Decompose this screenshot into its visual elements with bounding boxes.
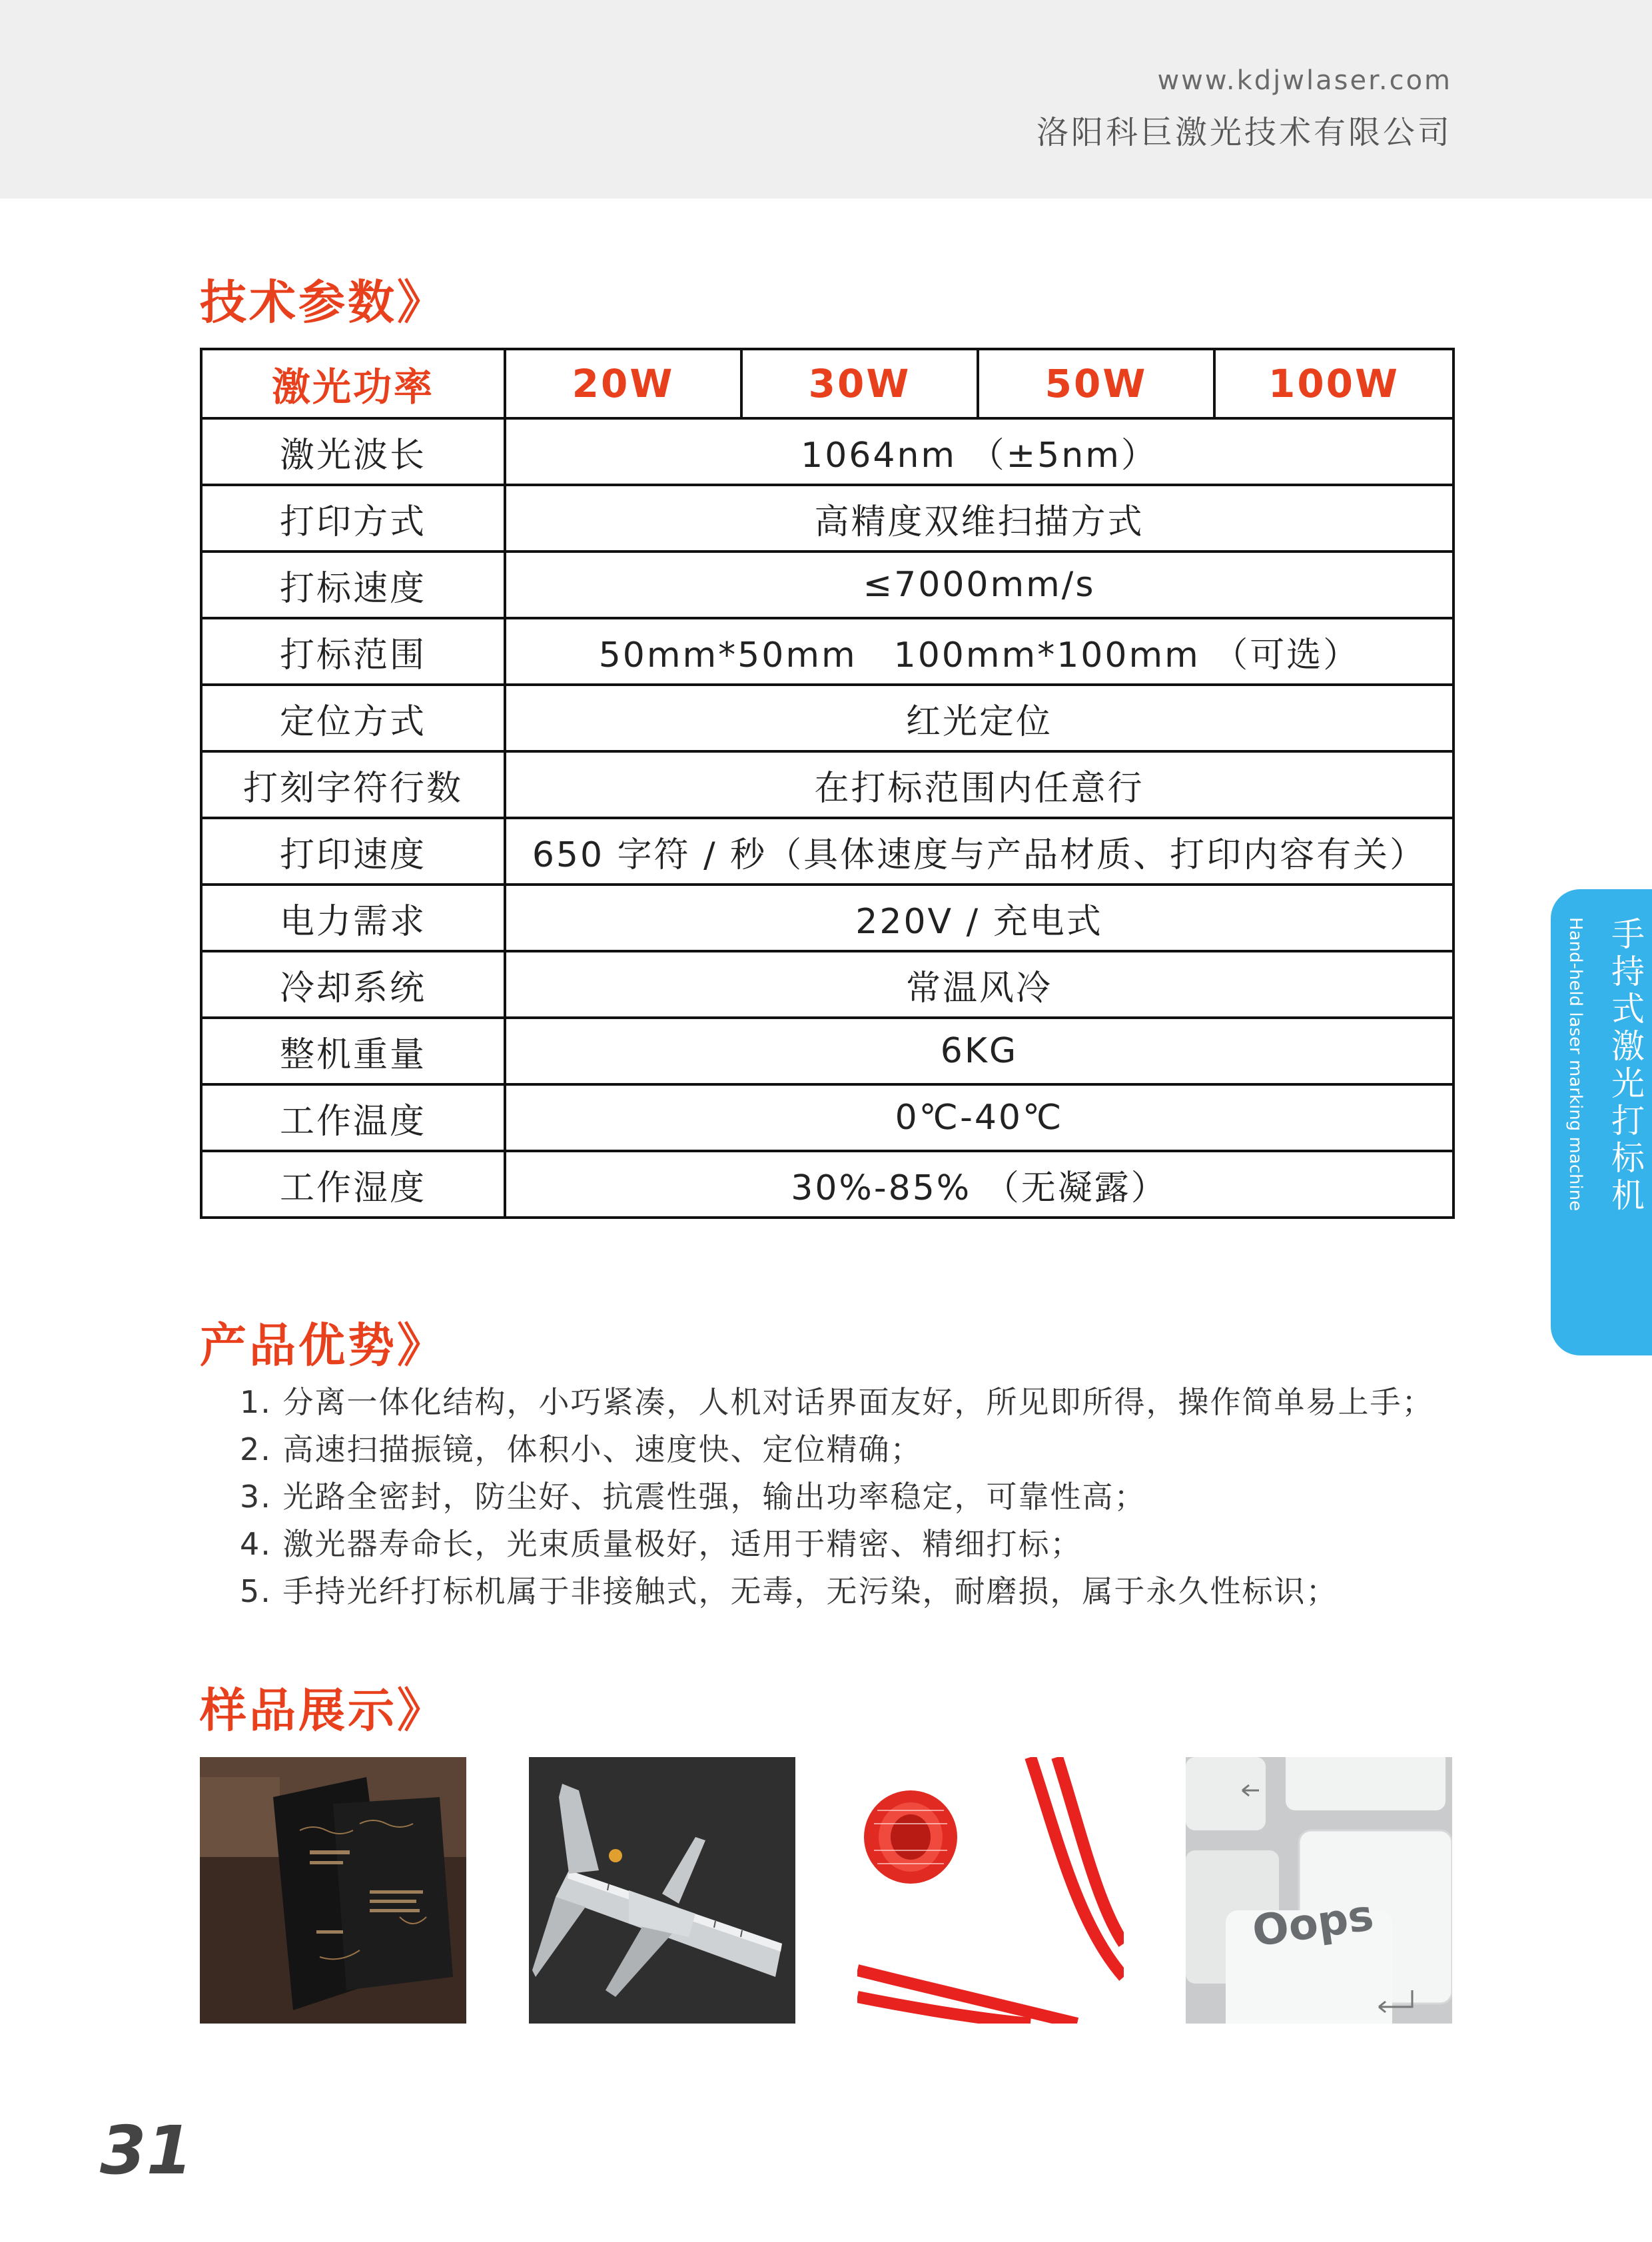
spec-label: 打标速度: [201, 552, 505, 618]
spec-label: 打标范围: [201, 618, 505, 685]
website-url: www.kdjwlaser.com: [1157, 65, 1452, 96]
spec-label: 打印速度: [201, 818, 505, 885]
spec-row: [201, 818, 1453, 885]
side-tab-subtitle: Hand-held laser marking machine: [1565, 917, 1585, 1212]
spec-label: 打印方式: [201, 485, 505, 552]
page-header: [0, 0, 1652, 198]
advantages-list: [240, 1379, 1434, 1615]
spec-header-cell: 50W: [978, 349, 1214, 418]
advantages-section-title: 产品优势》: [200, 1318, 446, 1373]
spec-value: 常温风冷: [505, 951, 1453, 1018]
spec-row: [201, 751, 1453, 818]
sample-red-cable-image: [857, 1757, 1124, 2024]
spec-label: 工作温度: [201, 1084, 505, 1151]
spec-row: [201, 1018, 1453, 1084]
keyboard-key-label: Oops: [1249, 1890, 1377, 1957]
specs-section-title: 技术参数》: [200, 275, 446, 330]
spec-value: 1064nm （±5nm）: [505, 418, 1453, 485]
spec-header-cell: 激光功率: [201, 349, 505, 418]
spec-value: 在打标范围内任意行: [505, 751, 1453, 818]
spec-row: [201, 685, 1453, 751]
advantage-item: 1. 分离一体化结构，小巧紧凑，人机对话界面友好，所见即所得，操作简单易上手；: [240, 1384, 1434, 1420]
advantage-item: 5. 手持光纤打标机属于非接触式，无毒，无污染，耐磨损，属于永久性标识；: [240, 1573, 1338, 1609]
spec-value: 650 字符 / 秒（具体速度与产品材质、打印内容有关）: [505, 818, 1453, 885]
spec-value: 220V / 充电式: [505, 885, 1453, 951]
side-tab-title: 手持式激光打标机: [1611, 915, 1645, 1215]
spec-value: 6KG: [505, 1018, 1453, 1084]
spec-row: [201, 618, 1453, 685]
spec-row: [201, 1151, 1453, 1218]
spec-label: 激光波长: [201, 418, 505, 485]
spec-row: [201, 951, 1453, 1018]
samples-section-title: 样品展示》: [200, 1683, 446, 1738]
page-number: 31: [100, 2111, 193, 2189]
sample-business-cards-image: [200, 1757, 466, 2024]
spec-label: 打刻字符行数: [201, 751, 505, 818]
spec-label: 电力需求: [201, 885, 505, 951]
company-name: 洛阳科巨激光技术有限公司: [1036, 114, 1452, 151]
sample-keyboard-image: [1186, 1757, 1452, 2024]
spec-row: [201, 885, 1453, 951]
spec-value: 30%-85% （无凝露）: [505, 1151, 1453, 1218]
sample-caliper-image: [529, 1757, 795, 2024]
side-tab: [1551, 889, 1652, 1355]
spec-value: 高精度双维扫描方式: [505, 485, 1453, 552]
spec-label: 整机重量: [201, 1018, 505, 1084]
spec-row: [201, 485, 1453, 552]
advantage-item: 4. 激光器寿命长，光束质量极好，适用于精密、精细打标；: [240, 1526, 1082, 1562]
spec-header-cell: 30W: [741, 349, 978, 418]
spec-table-header-row: [201, 349, 1453, 418]
spec-value: 0℃-40℃: [505, 1084, 1453, 1151]
spec-table: [200, 348, 1455, 1219]
spec-value: 红光定位: [505, 685, 1453, 751]
spec-label: 定位方式: [201, 685, 505, 751]
spec-label: 工作湿度: [201, 1151, 505, 1218]
advantage-item: 3. 光路全密封，防尘好、抗震性强，输出功率稳定，可靠性高；: [240, 1479, 1146, 1515]
spec-row: [201, 1084, 1453, 1151]
spec-label: 冷却系统: [201, 951, 505, 1018]
spec-header-cell: 100W: [1214, 349, 1453, 418]
spec-header-cell: 20W: [505, 349, 741, 418]
spec-row: [201, 552, 1453, 618]
spec-row: [201, 418, 1453, 485]
spec-value: 50mm*50mm 100mm*100mm （可选）: [505, 618, 1453, 685]
advantage-item: 2. 高速扫描振镜，体积小、速度快、定位精确；: [240, 1431, 923, 1467]
spec-value: ≤7000mm/s: [505, 552, 1453, 618]
